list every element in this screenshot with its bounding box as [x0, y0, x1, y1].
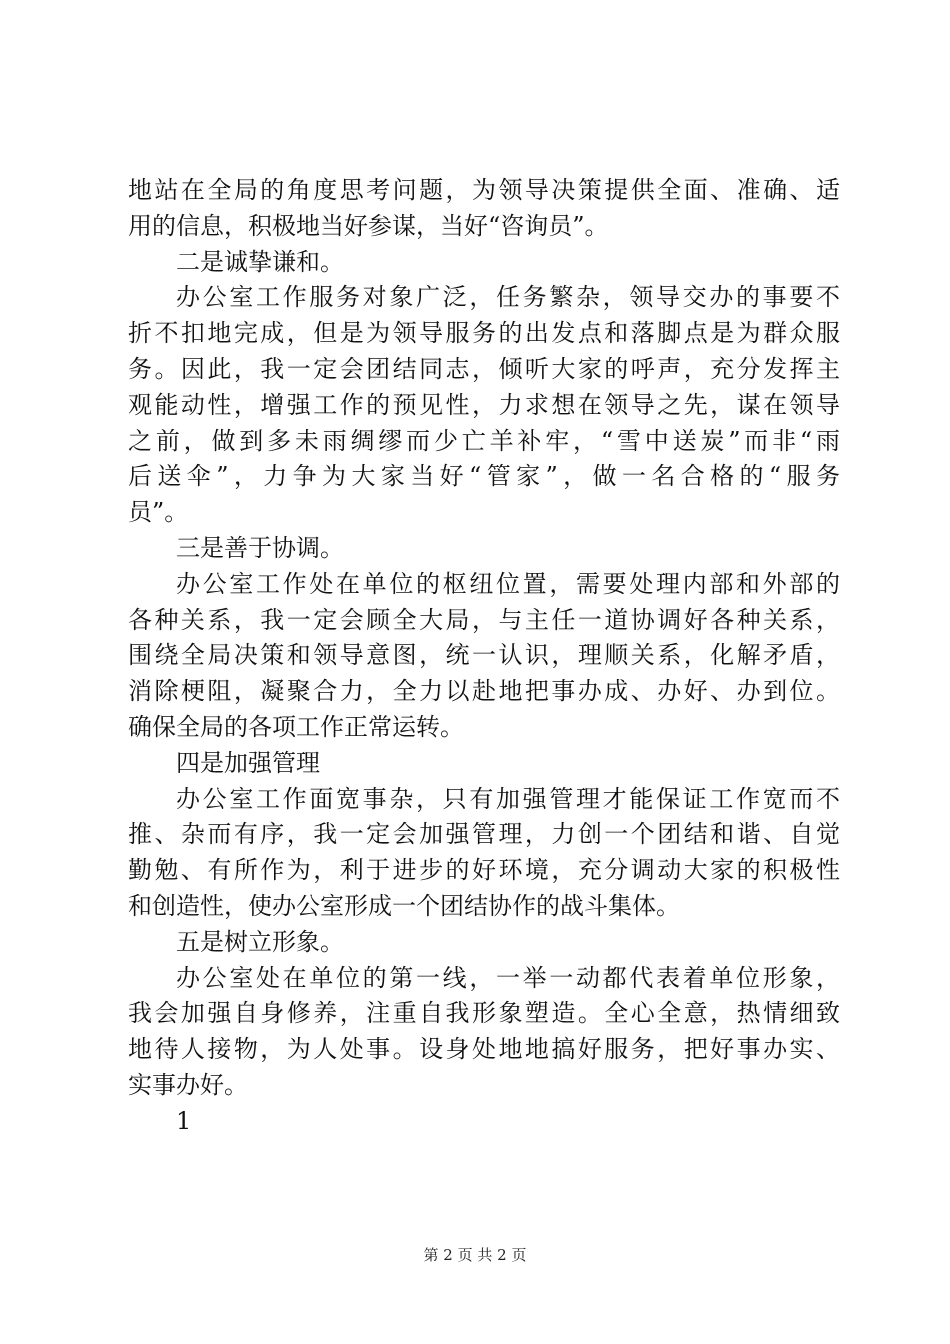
section-heading: 二是诚挚谦和。: [176, 247, 344, 276]
section-heading: 五是树立形象。: [176, 927, 344, 956]
text-line: 用的信息，积极地当好参谋，当好“咨询员”。: [128, 211, 609, 240]
text-line: 办公室处在单位的第一线，一举一动都代表着单位形象，: [176, 963, 840, 992]
text-line: 实事办好。: [128, 1070, 248, 1099]
text-line: 折不扣地完成，但是为领导服务的出发点和落脚点是为群众服: [128, 319, 840, 348]
text-line: 我会加强自身修养，注重自我形象塑造。全心全意，热情细致: [128, 999, 840, 1028]
text-line: 办公室工作面宽事杂，只有加强管理才能保证工作宽而不: [176, 784, 840, 813]
text-line: 地待人接物，为人处事。设身处地地搞好服务，把好事办实、: [128, 1035, 840, 1064]
text-line: 后送伞”，力争为大家当好“管家”，做一名合格的“服务: [128, 462, 840, 491]
text-line: 办公室工作处在单位的枢纽位置，需要处理内部和外部的: [176, 569, 840, 598]
text-line: 围绕全局决策和领导意图，统一认识，理顺关系，化解矛盾，: [128, 641, 840, 670]
text-line: 推、杂而有序，我一定会加强管理，力创一个团结和谐、自觉: [128, 820, 840, 849]
text-line: 勤勉、有所作为，利于进步的好环境，充分调动大家的积极性: [128, 856, 840, 885]
text-line: 各种关系，我一定会顾全大局，与主任一道协调好各种关系，: [128, 605, 840, 634]
text-line: 和创造性，使办公室形成一个团结协作的战斗集体。: [128, 891, 680, 920]
text-line: 消除梗阻，凝聚合力，全力以赴地把事办成、办好、办到位。: [128, 677, 840, 706]
section-heading: 三是善于协调。: [176, 533, 344, 562]
page-number-inline: 1: [176, 1106, 192, 1135]
page-footer: 第 2 页 共 2 页: [423, 1246, 527, 1264]
document-body: [128, 173, 840, 1140]
section-heading: 四是加强管理: [176, 748, 320, 777]
text-line: 员”。: [128, 498, 189, 527]
text-line: 观能动性，增强工作的预见性，力求想在领导之先，谋在领导: [128, 390, 840, 419]
text-line: 确保全局的各项工作正常运转。: [128, 712, 464, 741]
text-line: 之前，做到多未雨绸缪而少亡羊补牢，“雪中送炭”而非“雨: [128, 426, 840, 455]
text-line: 地站在全局的角度思考问题，为领导决策提供全面、准确、适: [128, 176, 840, 204]
text-line: 务。因此，我一定会团结同志，倾听大家的呼声，充分发挥主: [128, 354, 840, 383]
text-line: 办公室工作服务对象广泛，任务繁杂，领导交办的事要不: [176, 283, 840, 312]
